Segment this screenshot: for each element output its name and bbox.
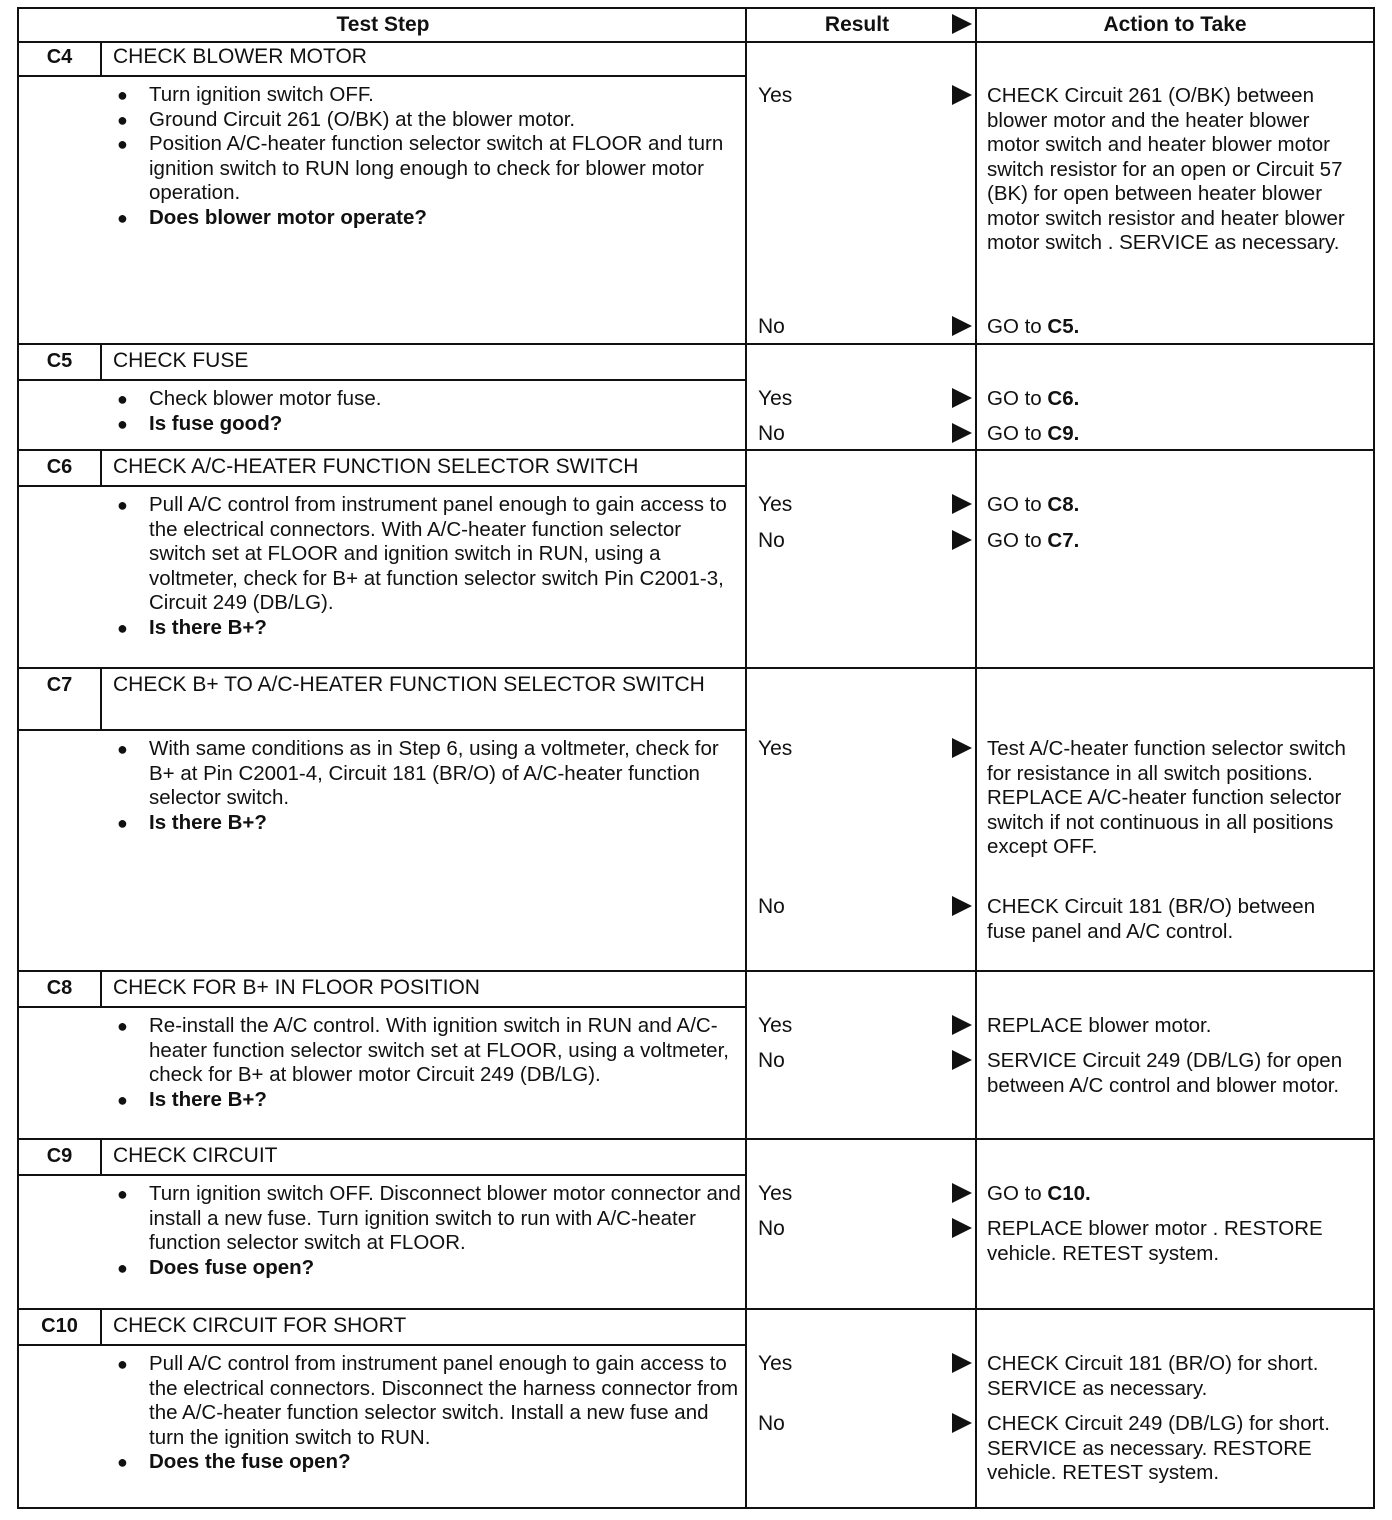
action-to-take (987, 1412, 1359, 1486)
step-code: C8 (46, 977, 73, 999)
diagnostic-table (17, 7, 1375, 1509)
action-text: REPLACE blower motor . RESTORE vehicle. RETEST system. (987, 1217, 1323, 1265)
action-to-take (987, 493, 1359, 518)
action-to-take (987, 315, 1359, 340)
step-instruction (111, 493, 741, 616)
bullet-icon: ● (117, 1089, 128, 1110)
instruction-text: Does blower motor operate? (149, 205, 427, 229)
action-to-take (987, 1352, 1359, 1401)
action-to-take (987, 1182, 1359, 1207)
code-divider (19, 485, 100, 487)
step-c10 (19, 1310, 1373, 1507)
action-to-take (987, 1014, 1359, 1039)
step-c9 (19, 1140, 1373, 1310)
step-code: C10 (41, 1315, 78, 1337)
step-code: C9 (46, 1145, 73, 1167)
instruction-text: Turn ignition switch OFF. (149, 83, 374, 106)
step-code: C4 (46, 46, 73, 68)
bullet-icon: ● (117, 85, 128, 105)
result-no: No (758, 895, 785, 918)
step-question (111, 811, 741, 836)
action-to-take (987, 895, 1359, 944)
result-arrow-icon (952, 738, 972, 758)
instruction-text: Does fuse open? (149, 1255, 315, 1279)
bullet-icon: ● (117, 1354, 128, 1374)
instruction-text: Check blower motor fuse. (149, 387, 382, 410)
instruction-text: Does the fuse open? (149, 1450, 351, 1473)
result-yes: Yes (758, 737, 793, 760)
goto-step-link[interactable]: C8. (1047, 493, 1080, 516)
result-yes: Yes (758, 1352, 793, 1375)
result-arrow-icon (952, 1015, 972, 1035)
result-arrow-icon (952, 896, 972, 916)
action-to-take (987, 737, 1359, 860)
step-code: C5 (46, 350, 73, 372)
action-to-take (987, 1049, 1359, 1098)
step-instructions (111, 493, 741, 640)
step-instruction (111, 1182, 741, 1256)
instruction-text: Pull A/C control from instrument panel enough to gain access to the electrical connectors. With A/C-heater function selector switch set at FLOOR and ignition switch in RUN, using a voltmeter, check for B+ at function selector switch Pin C2001-3, Circuit 249 (DB/LG). (149, 493, 727, 614)
result-yes: Yes (758, 1182, 793, 1205)
step-question (111, 1256, 741, 1281)
instruction-text: Is there B+? (149, 810, 267, 834)
result-arrow-icon (952, 494, 972, 514)
bullet-icon: ● (117, 1452, 128, 1472)
step-c5 (19, 345, 1373, 451)
step-question (111, 206, 741, 231)
result-no: No (758, 422, 785, 445)
step-title: CHECK FUSE (100, 345, 745, 381)
step-instruction (111, 108, 741, 133)
result-arrow-icon (952, 530, 972, 550)
step-c6 (19, 451, 1373, 669)
bullet-icon: ● (117, 389, 128, 409)
goto-step-link[interactable]: C9. (1047, 422, 1080, 445)
instruction-text: Re-install the A/C control. With ignition switch in RUN and A/C-heater function selector switch set at FLOOR, using a voltmeter, check for B+ at blower motor Circuit 249 (DB/LG). (149, 1014, 729, 1086)
bullet-icon: ● (117, 109, 128, 130)
step-code: C7 (46, 674, 73, 696)
instruction-text: Is fuse good? (149, 411, 283, 435)
bullet-icon: ● (117, 1257, 128, 1278)
result-arrow-icon (952, 85, 972, 105)
instruction-text: Ground Circuit 261 (O/BK) at the blower motor. (149, 107, 576, 131)
action-text: GO to (987, 422, 1048, 445)
result-yes: Yes (758, 387, 793, 410)
action-text: GO to (987, 315, 1048, 338)
instruction-text: Position A/C-heater function selector switch at FLOOR and turn ignition switch to RUN long enough to check for blower motor operation. (149, 132, 724, 204)
step-instruction (111, 1014, 741, 1088)
step-c7 (19, 669, 1373, 972)
action-text: GO to (987, 1182, 1048, 1205)
result-yes: Yes (758, 84, 793, 107)
instruction-text: Turn ignition switch OFF. Disconnect blower motor connector and install a new fuse. Turn ignition switch to run with A/C-heater function selector switch at FLOOR. (149, 1182, 741, 1254)
result-no: No (758, 1217, 785, 1240)
header-result: Result (824, 13, 890, 36)
code-divider (19, 1174, 100, 1176)
action-text: CHECK Circuit 261 (O/BK) between blower motor and the heater blower motor switch and heater blower motor switch resistor for an open or Circuit 57 (BK) for open between heater blower motor switch resistor and heater blower motor switch . SERVICE as necessary. (987, 84, 1345, 254)
bullet-icon: ● (117, 413, 128, 434)
result-no: No (758, 315, 785, 338)
code-divider (19, 729, 100, 731)
result-arrow-icon (952, 1413, 972, 1433)
action-text: GO to (987, 529, 1048, 552)
action-text: CHECK Circuit 181 (BR/O) between fuse panel and A/C control. (987, 895, 1316, 943)
step-instructions (111, 737, 741, 835)
step-c8 (19, 972, 1373, 1140)
action-text: Test A/C-heater function selector switch for resistance in all switch positions. REPLACE A/C-heater function selector switch if not continuous in all positions except OFF. (987, 737, 1346, 858)
action-text: CHECK Circuit 181 (BR/O) for short. SERVICE as necessary. (987, 1352, 1319, 1400)
step-instructions (111, 1014, 741, 1112)
result-arrow-icon (952, 1218, 972, 1238)
code-divider (19, 1344, 100, 1346)
bullet-icon: ● (117, 207, 128, 228)
instruction-text: With same conditions as in Step 6, using a voltmeter, check for B+ at Pin C2001-4, Circuit 181 (BR/O) of A/C-heater function selector switch. (149, 737, 719, 809)
result-arrow-icon (952, 316, 972, 336)
result-arrow-icon (952, 388, 972, 408)
step-title: CHECK FOR B+ IN FLOOR POSITION (100, 972, 745, 1008)
instruction-text: Is there B+? (149, 615, 267, 639)
action-text: GO to (987, 387, 1048, 410)
step-title: CHECK B+ TO A/C-HEATER FUNCTION SELECTOR SWITCH (100, 669, 745, 731)
result-no: No (758, 529, 785, 552)
step-instructions (111, 1352, 741, 1475)
result-no: No (758, 1412, 785, 1435)
step-instruction (111, 83, 741, 108)
bullet-icon: ● (117, 134, 128, 154)
step-instruction (111, 1352, 741, 1450)
step-code: C6 (46, 456, 73, 478)
step-instructions (111, 387, 741, 436)
action-text: CHECK Circuit 249 (DB/LG) for short. SERVICE as necessary. RESTORE vehicle. RETEST system. (987, 1412, 1330, 1484)
header-test-step: Test Step (336, 13, 430, 36)
step-instruction (111, 737, 741, 811)
step-instructions (111, 83, 741, 230)
action-to-take (987, 84, 1359, 256)
result-yes: Yes (758, 493, 793, 516)
action-text: SERVICE Circuit 249 (DB/LG) for open between A/C control and blower motor. (987, 1049, 1343, 1097)
bullet-icon: ● (117, 812, 128, 833)
step-title: CHECK CIRCUIT (100, 1140, 745, 1176)
bullet-icon: ● (117, 1016, 128, 1036)
table-header (19, 9, 1373, 43)
result-arrow-icon (952, 1183, 972, 1203)
step-instruction (111, 132, 741, 206)
code-divider (19, 75, 100, 77)
action-to-take (987, 422, 1359, 447)
action-text: GO to (987, 493, 1048, 516)
bullet-icon: ● (117, 739, 128, 759)
instruction-text: Is there B+? (149, 1087, 267, 1111)
action-to-take (987, 529, 1359, 554)
step-question (111, 1450, 741, 1475)
instruction-text: Pull A/C control from instrument panel enough to gain access to the electrical connectors. Disconnect the harness connector from the A/C-heater function selector switch. Install a new fuse and turn the ignition switch to RUN. (149, 1352, 739, 1449)
code-divider (19, 1006, 100, 1008)
goto-step-link[interactable]: C10. (1047, 1182, 1091, 1205)
step-instruction (111, 387, 741, 412)
step-question (111, 412, 741, 437)
step-question (111, 616, 741, 641)
step-c4 (19, 41, 1373, 345)
goto-step-link[interactable]: C5. (1047, 315, 1080, 338)
action-to-take (987, 1217, 1359, 1266)
result-no: No (758, 1049, 785, 1072)
result-arrow-icon (952, 1353, 972, 1373)
result-arrow-icon (952, 1050, 972, 1070)
step-title: CHECK A/C-HEATER FUNCTION SELECTOR SWITCH (100, 451, 745, 487)
action-text: REPLACE blower motor. (987, 1014, 1212, 1037)
step-question (111, 1088, 741, 1113)
result-arrow-icon (952, 423, 972, 443)
action-to-take (987, 387, 1359, 412)
goto-step-link[interactable]: C7. (1047, 529, 1080, 552)
result-yes: Yes (758, 1014, 793, 1037)
header-arrow-icon (952, 14, 972, 34)
goto-step-link[interactable]: C6. (1047, 387, 1080, 410)
bullet-icon: ● (117, 1184, 128, 1204)
header-action: Action to Take (1103, 13, 1247, 36)
bullet-icon: ● (117, 495, 128, 515)
code-divider (19, 379, 100, 381)
step-title: CHECK CIRCUIT FOR SHORT (100, 1310, 745, 1346)
bullet-icon: ● (117, 617, 128, 638)
step-instructions (111, 1182, 741, 1280)
step-title: CHECK BLOWER MOTOR (100, 41, 745, 77)
